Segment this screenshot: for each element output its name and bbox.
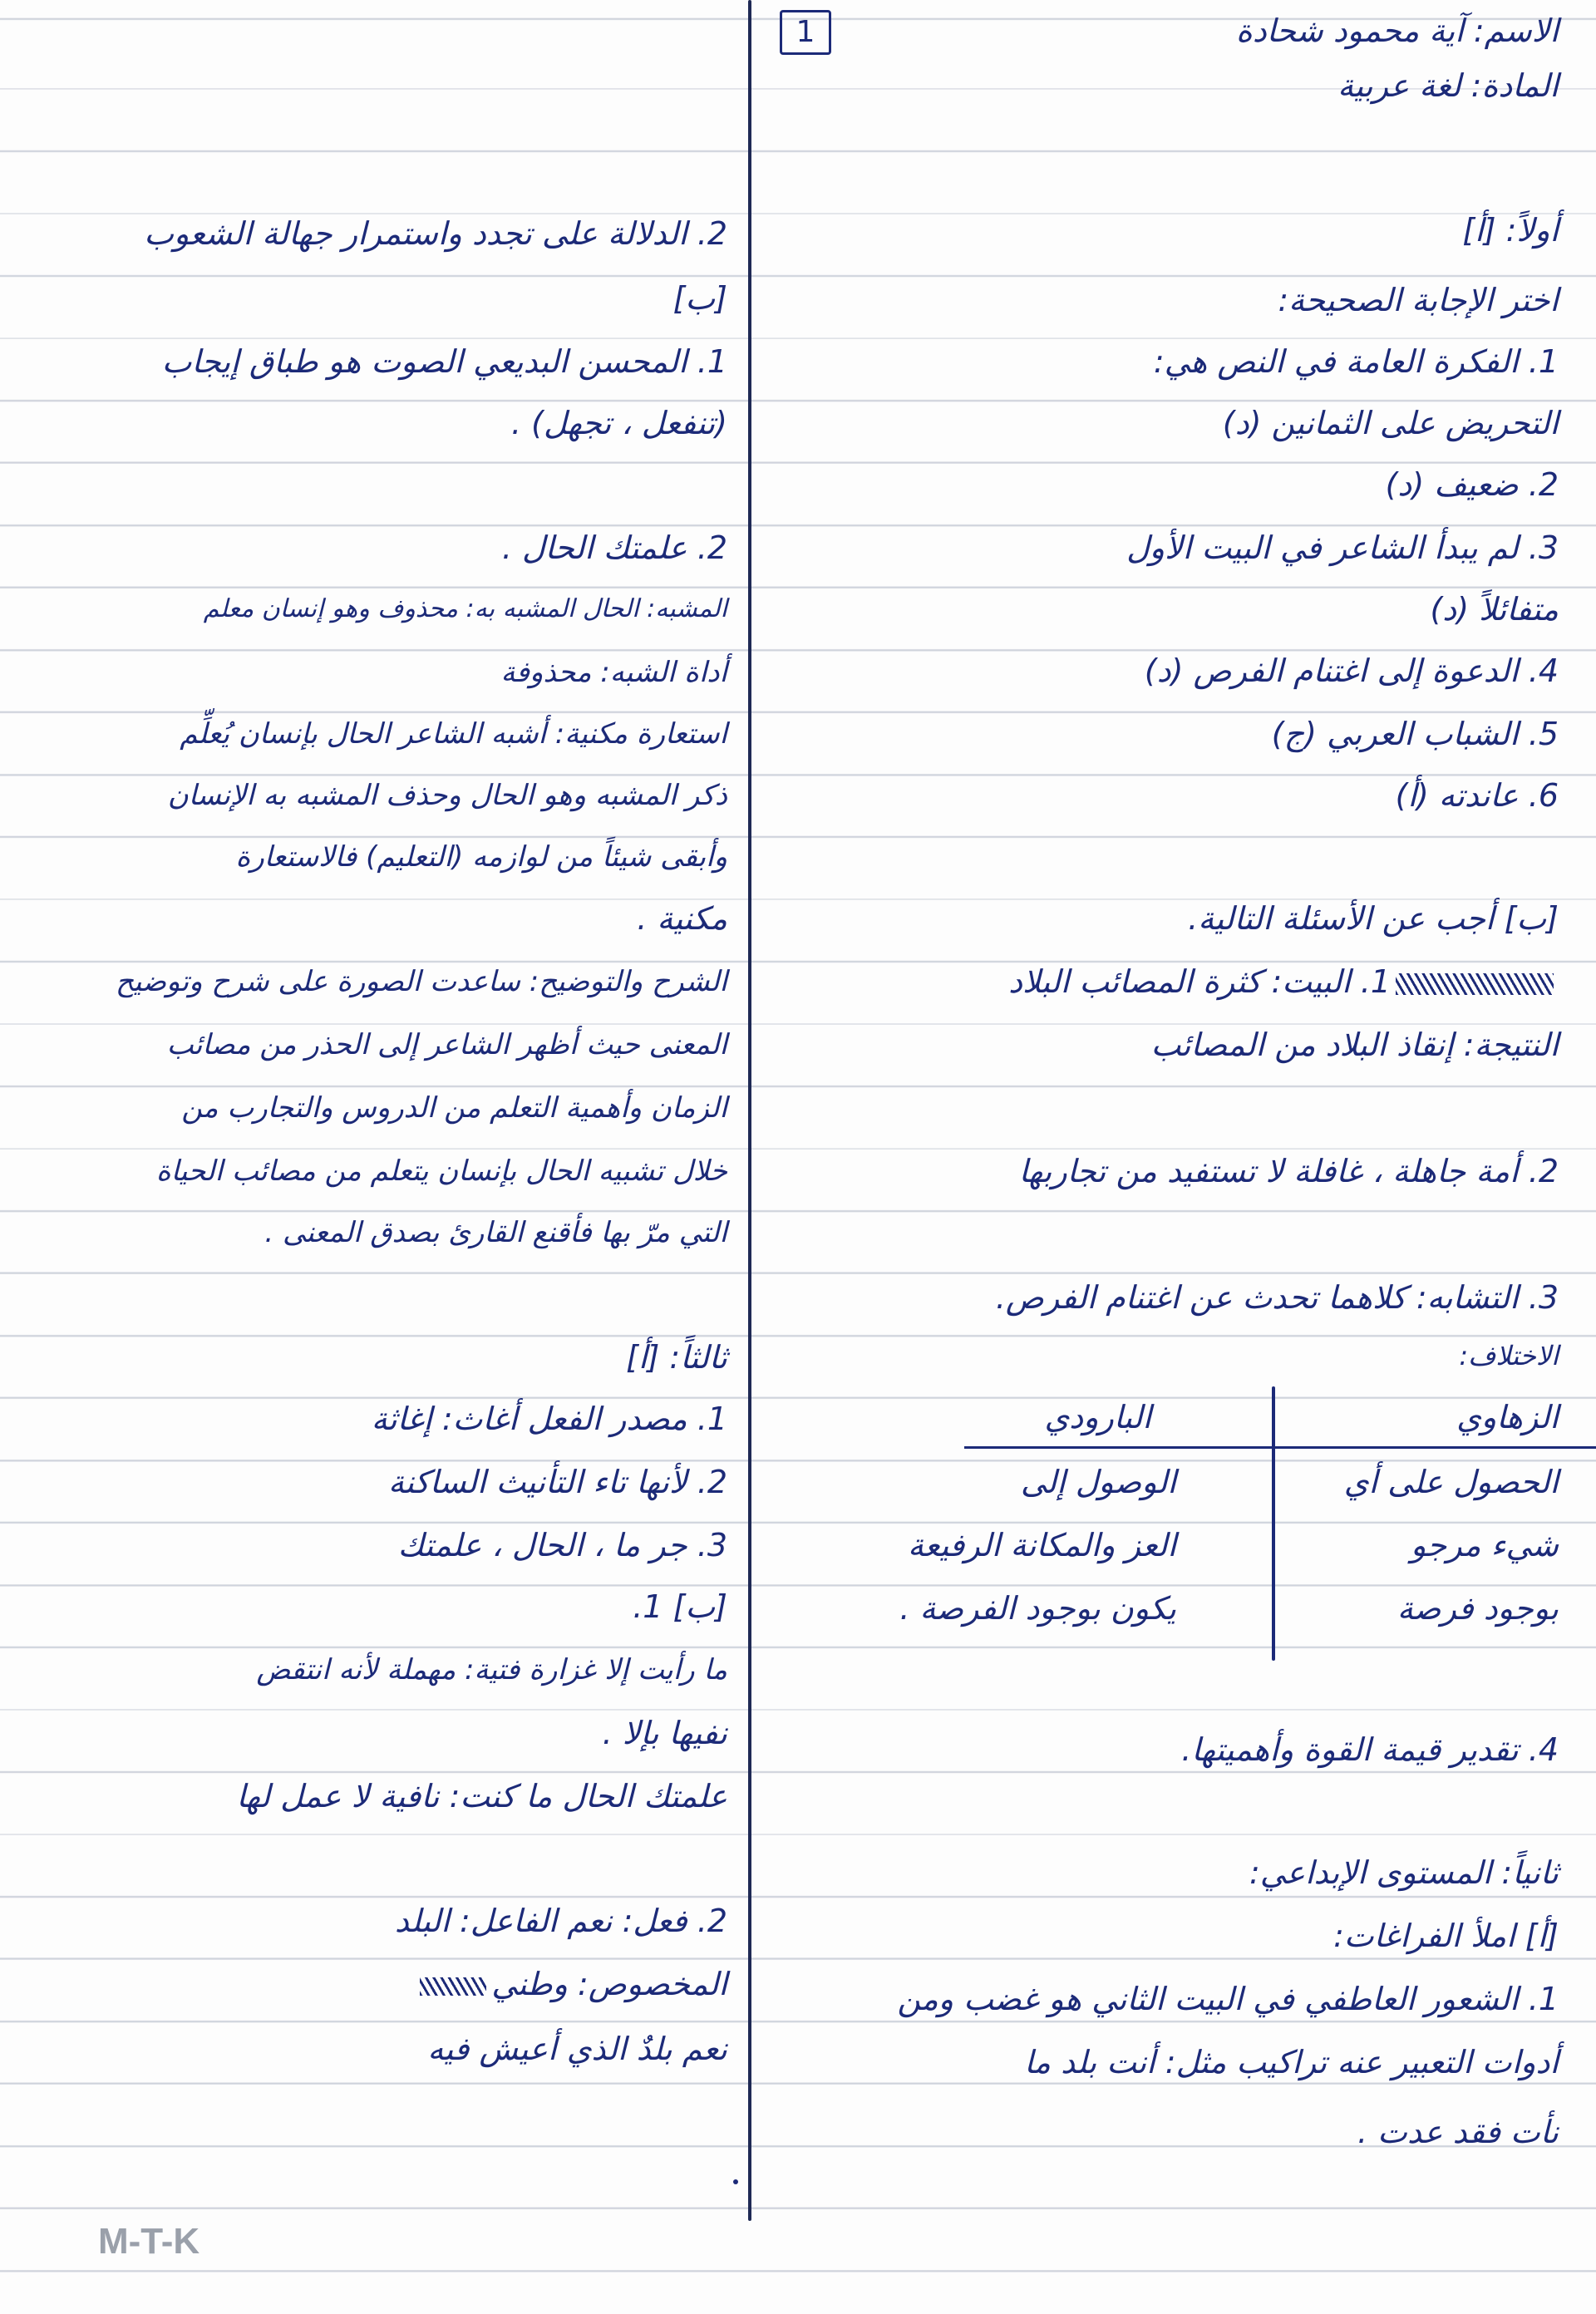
answer-line: 6. عاندته (أ)	[1395, 777, 1559, 814]
answer-line: 1. الشعور العاطفي في البيت الثاني هو غضب ومن	[897, 1981, 1559, 2017]
answer-line: مكنية .	[637, 900, 727, 937]
answer-line: المشبه: الحال المشبه به: محذوف وهو إنسان معلم	[203, 594, 727, 623]
answer-line: ذكر المشبه وهو الحال وحذف المشبه به الإنسان	[167, 779, 727, 812]
answer-line	[415, 1963, 727, 2005]
comparison-cell: العز والمكانة الرفيعة	[908, 1527, 1176, 1563]
subject-line: المادة: لغة عربية	[1337, 67, 1559, 104]
answer-line: 2. أمة جاهلة ، غافلة لا تستفيد من تجاربها	[1018, 1153, 1559, 1189]
answer-line: 3. جر ما ، الحال ، علمتك	[397, 1527, 727, 1563]
answer-line: الاختلاف:	[1459, 1340, 1559, 1371]
answer-line: أدوات التعبير عنه تراكيب مثل: أنت بلد ما	[1024, 2044, 1559, 2080]
comparison-header-rule	[964, 1446, 1596, 1449]
answer-line: 2. علمتك الحال .	[501, 529, 727, 566]
answer-line: 3. لم يبدأ الشاعر في البيت الأول	[1126, 529, 1559, 566]
answer-line: التحريض على الثمانين (د)	[1222, 405, 1559, 441]
pen-dot	[733, 2179, 738, 2184]
answer-line: 1. الفكرة العامة في النص هي:	[1153, 343, 1559, 380]
answer-line: نعم بلدٌ الذي أعيش فيه	[427, 2031, 727, 2067]
answer-line: التي مرّ بها فأقنع القارئ بصدق المعنى .	[264, 1216, 727, 1249]
section-heading: أولاً: [أ]	[1462, 212, 1559, 249]
answer-line: 2. لأنها تاء التأنيث الساكنة	[387, 1464, 727, 1500]
answer-line: النتيجة: إنقاذ البلاد من المصائب	[1150, 1027, 1559, 1063]
answer-line: 2. فعل: نعم الفاعل: البلد	[394, 1903, 727, 1939]
comparison-header-zahawi: الزهاوي	[1456, 1399, 1559, 1435]
answer-line: (تنفعل ، تجهل) .	[510, 405, 727, 441]
section-heading: [ب]	[672, 280, 727, 317]
comparison-cell: شيء مرجو	[1411, 1527, 1559, 1563]
answer-line: الشرح والتوضيح: ساعدت الصورة على شرح وتوضيح	[116, 965, 727, 998]
answer-line: 4. تقدير قيمة القوة وأهميتها.	[1181, 1731, 1559, 1768]
answer-line: خلال تشبيه الحال بإنسان يتعلم من مصائب الحياة	[155, 1155, 727, 1188]
answer-line	[1008, 961, 1559, 1002]
comparison-header-baroudi: البارودي	[1044, 1399, 1151, 1435]
section-heading: ثانياً: المستوى الإبداعي:	[1249, 1854, 1559, 1891]
answer-line: 4. الدعوة إلى اغتنام الفرص (د)	[1144, 652, 1559, 689]
answer-text: 1. البيت: كثرة المصائب البلاد	[1008, 963, 1391, 1000]
page-number: 1	[780, 10, 831, 55]
answer-line: استعارة مكنية: أشبه الشاعر الحال بإنسان يُعلِّم	[180, 717, 727, 751]
section-heading: [ب] أجب عن الأسئلة التالية.	[1188, 900, 1559, 937]
answer-line: وأبقى شيئاً من لوازمه (التعليم) فالاستعارة	[235, 840, 727, 874]
section-heading: ثالثاً: [أ]	[626, 1339, 727, 1376]
comparison-cell: الوصول إلى	[1020, 1464, 1176, 1500]
answer-line: 1. المحسن البديعي الصوت هو طباق إيجاب	[161, 343, 727, 380]
answer-line: 2. الدلالة على تجدد واستمرار جهالة الشعوب	[144, 215, 727, 252]
answer-line: 2. ضعيف (د)	[1385, 466, 1559, 503]
section-heading: [ب] 1.	[633, 1588, 727, 1625]
answer-line: أداة الشبه: محذوفة	[500, 656, 727, 689]
answer-line: نفيها بإلا .	[602, 1715, 727, 1751]
answer-line: 5. الشباب العربي (ج)	[1271, 716, 1559, 752]
comparison-cell: بوجود فرصة	[1396, 1590, 1559, 1627]
section-heading: [أ] املأ الفراغات:	[1333, 1918, 1559, 1954]
answer-line: نأت فقد عدت .	[1357, 2114, 1559, 2150]
center-margin-line	[748, 0, 751, 2221]
answer-line: ما رأيت إلا غزارة فتية: مهملة لأنه انتقض	[256, 1653, 727, 1686]
comparison-cell: الحصول على أي	[1343, 1464, 1559, 1500]
answer-line: المعنى حيث أظهر الشاعر إلى الحذر من مصائب	[166, 1028, 727, 1061]
answer-line: علمتك الحال ما كنت: نافية لا عمل لها	[236, 1778, 727, 1814]
crossed-out-text	[420, 1977, 486, 1996]
answer-line: 1. مصدر الفعل أغاث: إغاثة	[371, 1401, 727, 1437]
crossed-out-text	[1396, 973, 1554, 995]
answer-line: اختر الإجابة الصحيحة:	[1278, 282, 1559, 318]
answer-line: متفائلاً (د)	[1430, 591, 1559, 628]
answer-text: المخصوص: وطني	[491, 1966, 727, 2002]
answer-line: 3. التشابه: كلاهما تحدث عن اغتنام الفرص.	[995, 1279, 1559, 1316]
comparison-cell: يكون بوجود الفرصة .	[899, 1590, 1176, 1627]
watermark: M-T-K	[98, 2221, 200, 2262]
answer-line: الزمان وأهمية التعلم من الدروس والتجارب من	[181, 1091, 727, 1125]
student-name-line: الاسم: آية محمود شحادة	[1235, 12, 1559, 49]
comparison-divider	[1272, 1386, 1275, 1661]
